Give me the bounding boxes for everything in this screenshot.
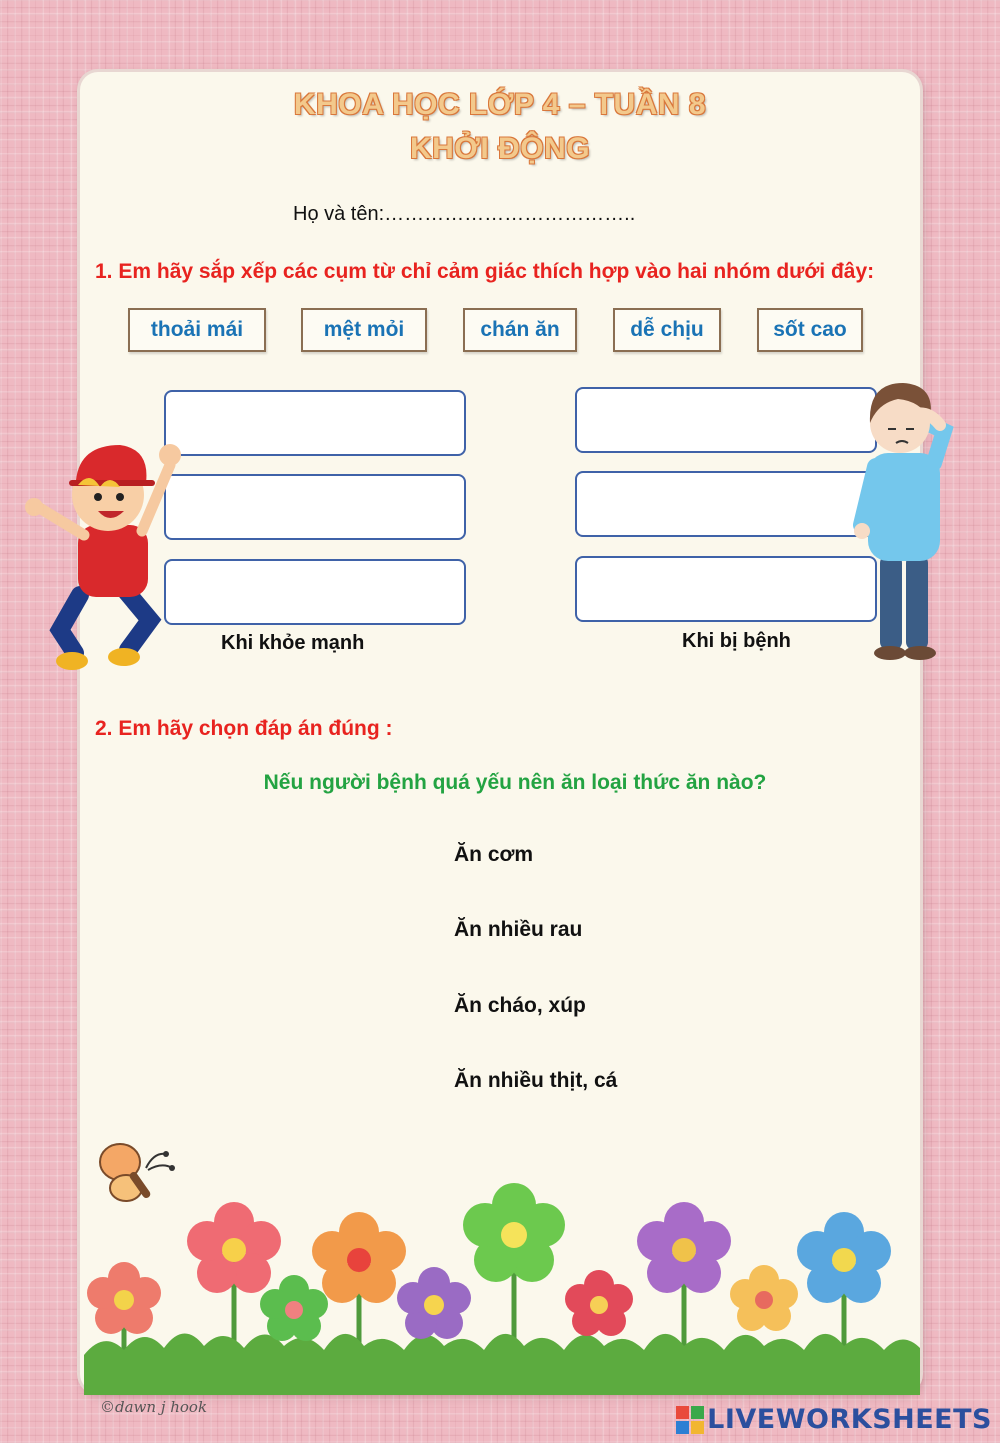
question-1-prompt: 1. Em hãy sắp xếp các cụm từ chỉ cảm giác thích hợp vào hai nhóm dưới đây: <box>95 260 875 283</box>
liveworksheets-logo-text: LIVEWORKSHEETS <box>707 1404 992 1435</box>
healthy-group-label: Khi khỏe mạnh <box>221 632 365 654</box>
healthy-drop-slot-2[interactable] <box>164 474 466 540</box>
healthy-drop-slot-1[interactable] <box>164 390 466 456</box>
sick-boy-illustration <box>848 375 958 660</box>
answer-option-2[interactable]: Ăn nhiều rau <box>454 918 583 941</box>
answer-option-4[interactable]: Ăn nhiều thịt, cá <box>454 1069 618 1092</box>
chip-de-chiu[interactable]: dễ chịu <box>613 308 721 352</box>
question-2-text: Nếu người bệnh quá yếu nên ăn loại thức ăn nào? <box>263 771 767 794</box>
chip-met-moi[interactable]: mệt mỏi <box>301 308 427 352</box>
healthy-drop-slot-3[interactable] <box>164 559 466 625</box>
answer-option-1[interactable]: Ăn cơm <box>454 843 534 866</box>
question-2-prompt: 2. Em hãy chọn đáp án đúng : <box>95 717 393 740</box>
sick-drop-slot-1[interactable] <box>575 387 877 453</box>
sick-drop-slot-3[interactable] <box>575 556 877 622</box>
chip-chan-an[interactable]: chán ăn <box>463 308 577 352</box>
answer-option-3[interactable]: Ăn cháo, xúp <box>454 994 586 1017</box>
worksheet-subtitle: KHỞI ĐỘNG <box>409 132 591 165</box>
sick-group-label: Khi bị bệnh <box>682 630 791 652</box>
chip-thoai-mai[interactable]: thoải mái <box>128 308 266 352</box>
liveworksheets-logo[interactable] <box>676 1404 992 1435</box>
happy-boy-illustration <box>20 425 190 680</box>
liveworksheets-logo-icon <box>676 1406 704 1434</box>
worksheet-title: KHOA HỌC LỚP 4 – TUẦN 8 <box>293 88 707 121</box>
sick-drop-slot-2[interactable] <box>575 471 877 537</box>
chip-sot-cao[interactable]: sốt cao <box>757 308 863 352</box>
student-name-line: Họ và tên:……………………………….. <box>293 203 636 225</box>
illustration-credit: ©dawn j hook <box>100 1398 208 1416</box>
flower-garden-illustration <box>84 1180 920 1395</box>
